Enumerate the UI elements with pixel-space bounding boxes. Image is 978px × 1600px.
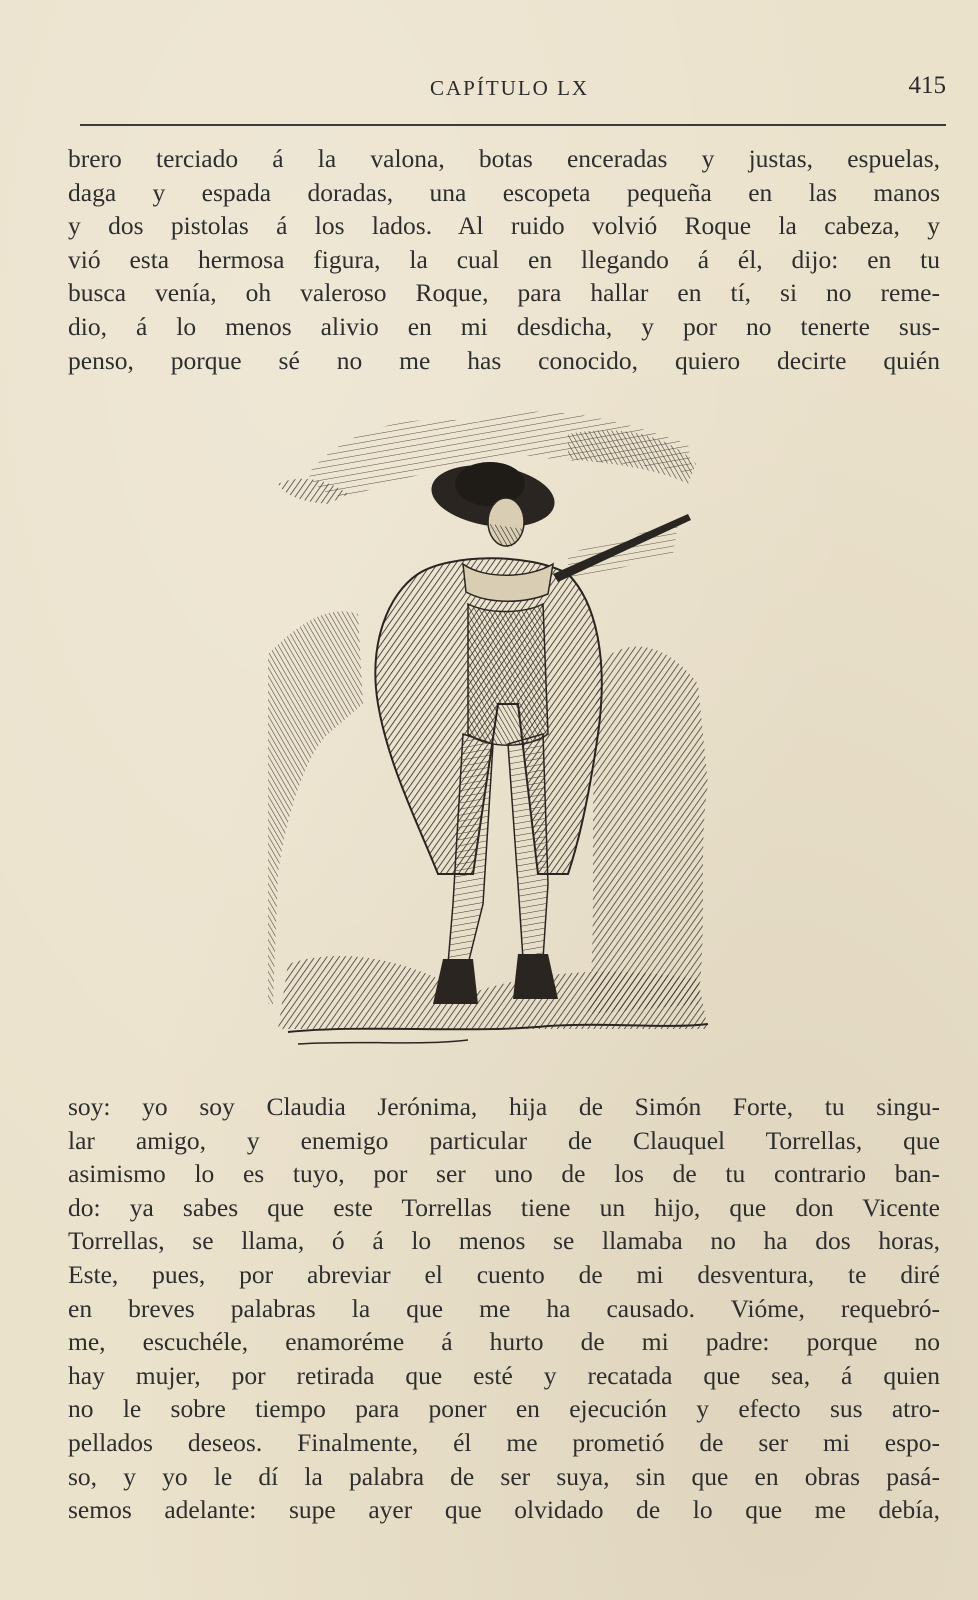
text-line: asimismo lo es tuyo, por ser uno de los de tu contrario ban- — [68, 1159, 940, 1189]
text-line: Torrellas, se llama, ó á lo menos se llamaba no ha dos horas, — [68, 1226, 940, 1256]
text-line: hay mujer, por retirada que esté y recatada que sea, á quien — [68, 1360, 940, 1390]
running-head — [0, 72, 978, 112]
text-line: me, escuchéle, enamoréme á hurto de mi padre: porque no — [68, 1327, 940, 1357]
text-line: lar amigo, y enemigo particular de Clauquel Torrellas, que — [68, 1125, 940, 1155]
text-line: y dos pistolas á los lados. Al ruido volvió Roque la cabeza, y — [68, 211, 940, 241]
bottom-paragraph — [68, 1090, 940, 1527]
text-line: dio, á lo menos alivio en mi desdicha, y por no tenerte sus- — [68, 311, 940, 341]
text-line: en breves palabras la que me ha causado. Vióme, requebró- — [68, 1293, 940, 1323]
text-line: brero terciado á la valona, botas enceradas y justas, espuelas, — [68, 144, 940, 173]
text-line: semos adelante: supe ayer que olvidado de lo que me debía, — [68, 1495, 940, 1525]
engraving-figure-svg — [268, 404, 718, 1064]
chapter-title: CAPÍTULO LX — [430, 76, 590, 100]
text-line: do: ya sabes que este Torrellas tiene un hijo, que don Vicente — [68, 1192, 940, 1222]
text-line: no le sobre tiempo para poner en ejecución y efecto sus atro- — [68, 1394, 940, 1424]
top-paragraph — [68, 142, 940, 377]
text-line: vió esta hermosa figura, la cual en llegando á él, dijo: en tu — [68, 244, 940, 274]
text-line: busca venía, oh valeroso Roque, para hallar en tí, si no reme- — [68, 278, 940, 308]
header-rule — [80, 124, 946, 126]
text-line: so, y yo le dí la palabra de ser suya, sin que en obras pasá- — [68, 1461, 940, 1491]
engraving-illustration — [268, 404, 718, 1064]
text-line: pellados deseos. Finalmente, él me prometió de ser mi espo- — [68, 1427, 940, 1457]
page-number: 415 — [908, 72, 946, 99]
text-line: Este, pues, por abreviar el cuento de mi desventura, te diré — [68, 1259, 940, 1289]
text-line: soy: yo soy Claudia Jerónima, hija de Simón Forte, tu singu- — [68, 1092, 940, 1121]
text-line: daga y espada doradas, una escopeta pequeña en las manos — [68, 177, 940, 207]
text-line: penso, porque sé no me has conocido, quiero decirte quién — [68, 345, 940, 375]
